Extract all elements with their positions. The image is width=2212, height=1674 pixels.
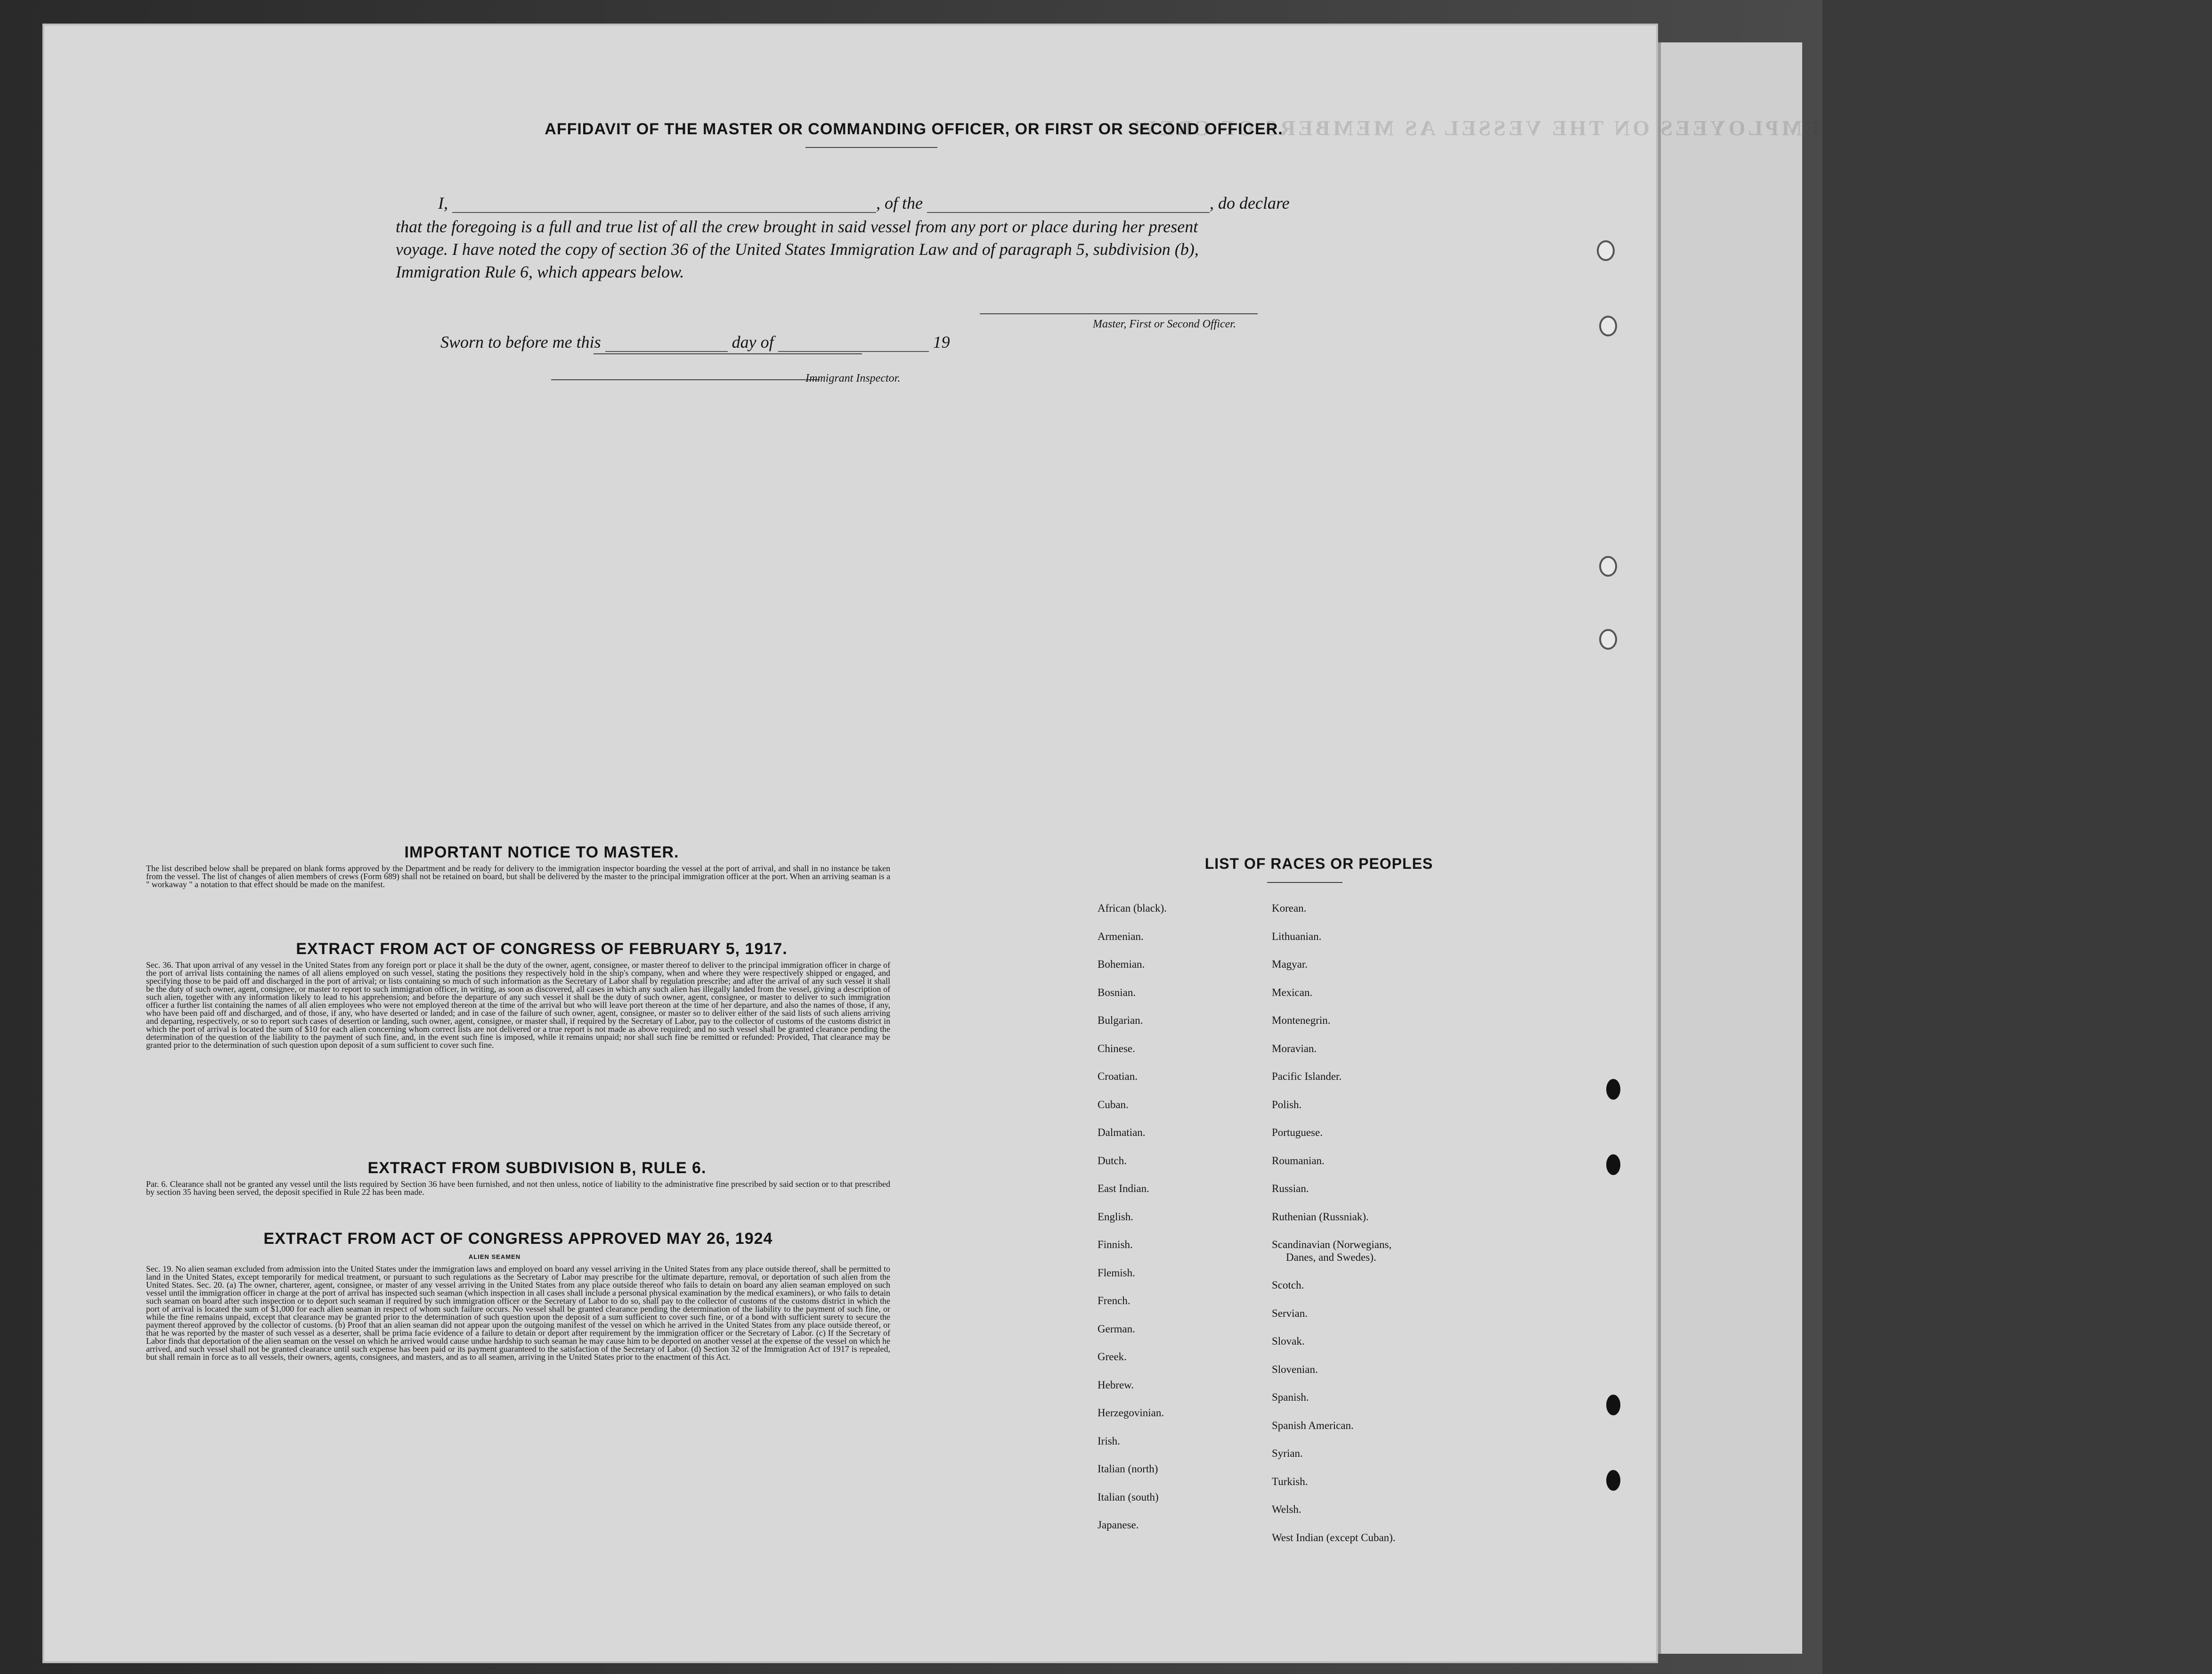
sworn-month-blank bbox=[778, 337, 929, 352]
extract-rule6-title: EXTRACT FROM SUBDIVISION B, RULE 6. bbox=[367, 1159, 707, 1177]
race-item: Cuban. bbox=[1098, 1099, 1129, 1111]
punch-hole bbox=[1599, 556, 1617, 577]
document-page bbox=[42, 24, 2212, 1663]
race-item: Servian. bbox=[1272, 1307, 1308, 1319]
race-item: Spanish. bbox=[1272, 1391, 1309, 1403]
race-item: Herzegovinian. bbox=[1098, 1407, 1164, 1419]
race-item: Syrian. bbox=[1272, 1447, 1303, 1459]
punch-hole bbox=[1606, 1079, 1620, 1100]
race-item: Welsh. bbox=[1272, 1503, 1301, 1515]
sworn-line bbox=[440, 332, 950, 352]
race-item: West Indian (except Cuban). bbox=[1272, 1532, 1396, 1543]
race-item: Moravian. bbox=[1272, 1043, 1317, 1054]
race-item: Turkish. bbox=[1272, 1476, 1308, 1487]
race-item: Slovenian. bbox=[1272, 1364, 1318, 1375]
punch-hole bbox=[1606, 1470, 1620, 1491]
race-item: Irish. bbox=[1098, 1435, 1120, 1447]
punch-hole bbox=[1606, 1154, 1620, 1175]
extract-1924-subtitle: ALIEN SEAMEN bbox=[468, 1253, 521, 1260]
vessel-prefix: , of the bbox=[876, 194, 923, 212]
sworn-day-blank bbox=[605, 337, 728, 352]
notice-title: IMPORTANT NOTICE TO MASTER. bbox=[404, 843, 679, 861]
race-item: English. bbox=[1098, 1211, 1134, 1223]
race-item: Scandinavian (Norwegians, bbox=[1272, 1239, 1392, 1250]
race-item: Italian (north) bbox=[1098, 1463, 1158, 1475]
race-item: Italian (south) bbox=[1098, 1491, 1159, 1503]
race-item: Polish. bbox=[1272, 1099, 1302, 1111]
extract-1924-title: EXTRACT FROM ACT OF CONGRESS APPROVED MAY 26, 1924 bbox=[263, 1230, 773, 1248]
race-item: Korean. bbox=[1272, 902, 1307, 914]
race-item: Danes, and Swedes). bbox=[1286, 1251, 1376, 1263]
punch-hole bbox=[1597, 240, 1615, 261]
races-title-underline bbox=[1267, 882, 1342, 883]
race-item: Bosnian. bbox=[1098, 987, 1136, 998]
race-item: Russian. bbox=[1272, 1183, 1309, 1194]
master-signature-line bbox=[980, 313, 1258, 314]
race-item: Hebrew. bbox=[1098, 1379, 1134, 1391]
extract-1924-body: Sec. 19. No alien seaman excluded from admission into the United States under the immigration laws and employed on board any vessel arriving in the United States from any place outside thereof, shall be permitted to land in the United States, except temporarily for medical treatment, or pursuant to such regulations as the Secretary of Labor may prescribe for the ultimate departure, removal, or deportation of such alien from the United States. Sec. 20. (a) The owner, charterer, agent, consignee, or master of any vessel arriving in the United States from any place outside thereof who fails to detain on board any alien seaman employed on such vessel until the immigration officer in charge at the port of arrival has inspected such seaman (which inspection in all cases shall include a personal physical examination by the medical examiners), or who fails to detain such seaman on board after such inspection or to deport such seaman if required by such immigration officer or the Secretary of Labor to do so, shall pay to the collector of customs of the customs district in which the port of arrival is located the sum of $1,000 for each alien seaman in respect of whom such failure occurs. No vessel shall be granted clearance pending the determination of the liability to the payment of such fine, or while the fine remains unpaid, except that clearance may be granted prior to the determination of such question upon the deposit of a sum sufficient to cover such fine, or of a bond with sufficient surety to secure the payment thereof approved by the collector of customs. (b) Proof that an alien seaman did not appear upon the outgoing manifest of the vessel on which he arrived in the United States from any place outside thereof, or that he was reported by the master of such vessel as a deserter, shall be prima facie evidence of a failure to detain or deport after requirement by the immigration officer or the Secretary of Labor. (c) If the Secretary of Labor finds that deportation of the alien seaman on the vessel on which he arrived would cause undue hardship to such seaman he may cause him to be deported on another vessel at the expense of the vessel on which he arrived, and such vessel shall not be granted clearance until such expense has been paid or its payment guaranteed to the satisfaction of the Secretary of Labor. (d) Section 32 of the Immigration Act of 1917 is repealed, but shall remain in force as to all vessels, their owners, agents, consignees, and masters, and as to all seamen, arriving in the United States prior to the enactment of this Act. bbox=[146, 1264, 890, 1362]
race-item: Montenegrin. bbox=[1272, 1014, 1331, 1026]
inspector-signature-line-upper bbox=[594, 353, 862, 354]
punch-hole bbox=[1599, 316, 1617, 336]
race-item: German. bbox=[1098, 1323, 1135, 1335]
sworn-prefix: Sworn to before me this bbox=[440, 333, 601, 351]
race-item: Mexican. bbox=[1272, 987, 1313, 998]
race-item: Roumanian. bbox=[1272, 1155, 1325, 1167]
vessel-name-blank bbox=[927, 198, 1210, 213]
title-underline bbox=[805, 147, 937, 148]
race-item: Spanish American. bbox=[1272, 1420, 1354, 1431]
affidavit-line-2: that the foregoing is a full and true list of all the crew brought in said vessel from any port or place during her present bbox=[396, 217, 1198, 236]
race-item: Chinese. bbox=[1098, 1043, 1135, 1054]
affidavit-line-3: voyage. I have noted the copy of section 36 of the United States Immigration Law and of paragraph 5, subdivision (b), bbox=[396, 240, 1199, 259]
race-item: African (black). bbox=[1098, 902, 1167, 914]
race-item: Lithuanian. bbox=[1272, 931, 1322, 942]
race-item: Scotch. bbox=[1272, 1279, 1304, 1291]
punch-hole bbox=[1599, 629, 1617, 650]
race-item: Croatian. bbox=[1098, 1070, 1138, 1082]
punch-hole bbox=[1606, 1395, 1620, 1415]
sworn-year: 19 bbox=[933, 333, 950, 351]
race-item: Bulgarian. bbox=[1098, 1014, 1143, 1026]
extract-rule6-body: Par. 6. Clearance shall not be granted any vessel until the lists required by Section 36 have been furnished, and not then unless, notice of liability to the administrative fine prescribed by said section or to that prescribed by section 35 having been served, the deposit specified in Rule 22 has been made. bbox=[146, 1179, 890, 1197]
affidavit-title: AFFIDAVIT OF THE MASTER OR COMMANDING OFFICER, OR FIRST OR SECOND OFFICER. bbox=[545, 120, 1283, 138]
race-item: Ruthenian (Russniak). bbox=[1272, 1211, 1369, 1223]
race-item: Magyar. bbox=[1272, 958, 1308, 970]
race-item: Portuguese. bbox=[1272, 1127, 1323, 1138]
extract-1917-title: EXTRACT FROM ACT OF CONGRESS OF FEBRUARY 5, 1917. bbox=[296, 940, 788, 958]
race-item: Armenian. bbox=[1098, 931, 1144, 942]
affidavit-declarant-line bbox=[438, 193, 1290, 213]
race-item: Dutch. bbox=[1098, 1155, 1127, 1167]
declarant-prefix: I, bbox=[438, 194, 448, 212]
race-item: Pacific Islander. bbox=[1272, 1070, 1342, 1082]
race-item: Slovak. bbox=[1272, 1335, 1305, 1347]
declare-suffix: , do declare bbox=[1209, 194, 1290, 212]
race-item: Greek. bbox=[1098, 1351, 1127, 1363]
race-item: Flemish. bbox=[1098, 1267, 1135, 1279]
race-item: Finnish. bbox=[1098, 1239, 1133, 1250]
sworn-day-of: day of bbox=[732, 333, 774, 351]
affidavit-line-4: Immigration Rule 6, which appears below. bbox=[396, 262, 684, 281]
race-item: Dalmatian. bbox=[1098, 1127, 1146, 1138]
race-item: French. bbox=[1098, 1295, 1130, 1307]
extract-1917-body: Sec. 36. That upon arrival of any vessel in the United States from any foreign port or place it shall be the duty of the owner, agent, consignee, or master thereof to deliver to the principal immigration officer in charge of the port of arrival lists containing the names of all aliens employed on such vessel, stating the positions they respectively hold in the ship's company, when and where they were respectively shipped or engaged, and specifying those to be paid off and discharged in the port of arrival; or lists containing so much of such information as the Secretary of Labor shall by regulation prescribe; and after the arrival of any such vessel it shall be the duty of such owner, agent, consignee, or master to report to such immigration officer, in writing, as soon as discovered, all cases in which any such alien has illegally landed from the vessel, giving a description of such alien, together with any information likely to lead to his apprehension; and before the departure of any such vessel it shall be the duty of such owner, agent, consignee, or master to deliver to such immigration officer a further list containing the names of all alien employees who were not employed thereon at the time of the arrival but who will leave port thereon at the time of her departure, and also the names of those, if any, who have been paid off and discharged, and of those, if any, who have deserted or landed; and in case of the failure of such owner, agent, consignee, or master so to deliver either of the said lists of such aliens arriving and departing, respectively, or so to report such cases of desertion or landing, such owner, agent, consignee, or master shall, if required by the Secretary of Labor, pay to the collector of customs of the customs district in which the port of arrival is located the sum of $10 for each alien concerning whom correct lists are not delivered or a true report is not made as above required; and no such vessel shall be granted clearance pending the determination of the question of the liability to the payment of such fine, and, in the event such fine is imposed, while it remains unpaid; nor shall such fine be remitted or refunded: Provided, That clearance may be granted prior to the determination of such question upon deposit of a sum sufficient to cover such fine. bbox=[146, 960, 890, 1050]
races-title: LIST OF RACES OR PEOPLES bbox=[1204, 855, 1433, 872]
race-item: Bohemian. bbox=[1098, 958, 1145, 970]
declarant-name-blank bbox=[452, 198, 876, 213]
race-item: Japanese. bbox=[1098, 1519, 1139, 1531]
inspector-label: Immigrant Inspector. bbox=[805, 372, 901, 384]
race-item: East Indian. bbox=[1098, 1183, 1149, 1194]
inspector-signature-line bbox=[551, 379, 820, 380]
notice-body: The list described below shall be prepared on blank forms approved by the Department and be ready for delivery to the immigration inspector boarding the vessel at the port of arrival, and shall in no instance be taken from the vessel. The list of changes of alien members of crews (Form 689) shall not be retained on board, but shall be delivered by the master to the principal immigration officer at the port. When an arriving seaman is a " workaway " a notation to that effect should be made on the manifest. bbox=[146, 864, 890, 889]
bleed-through-heading: LIST OR MANIFEST OF ALIEN EMPLOYEES ON THE VESSEL AS MEMBERS OF CREW. bbox=[1126, 116, 2212, 140]
underlying-page-edge bbox=[1658, 42, 1802, 1654]
master-signature-label: Master, First or Second Officer. bbox=[1093, 318, 1236, 330]
